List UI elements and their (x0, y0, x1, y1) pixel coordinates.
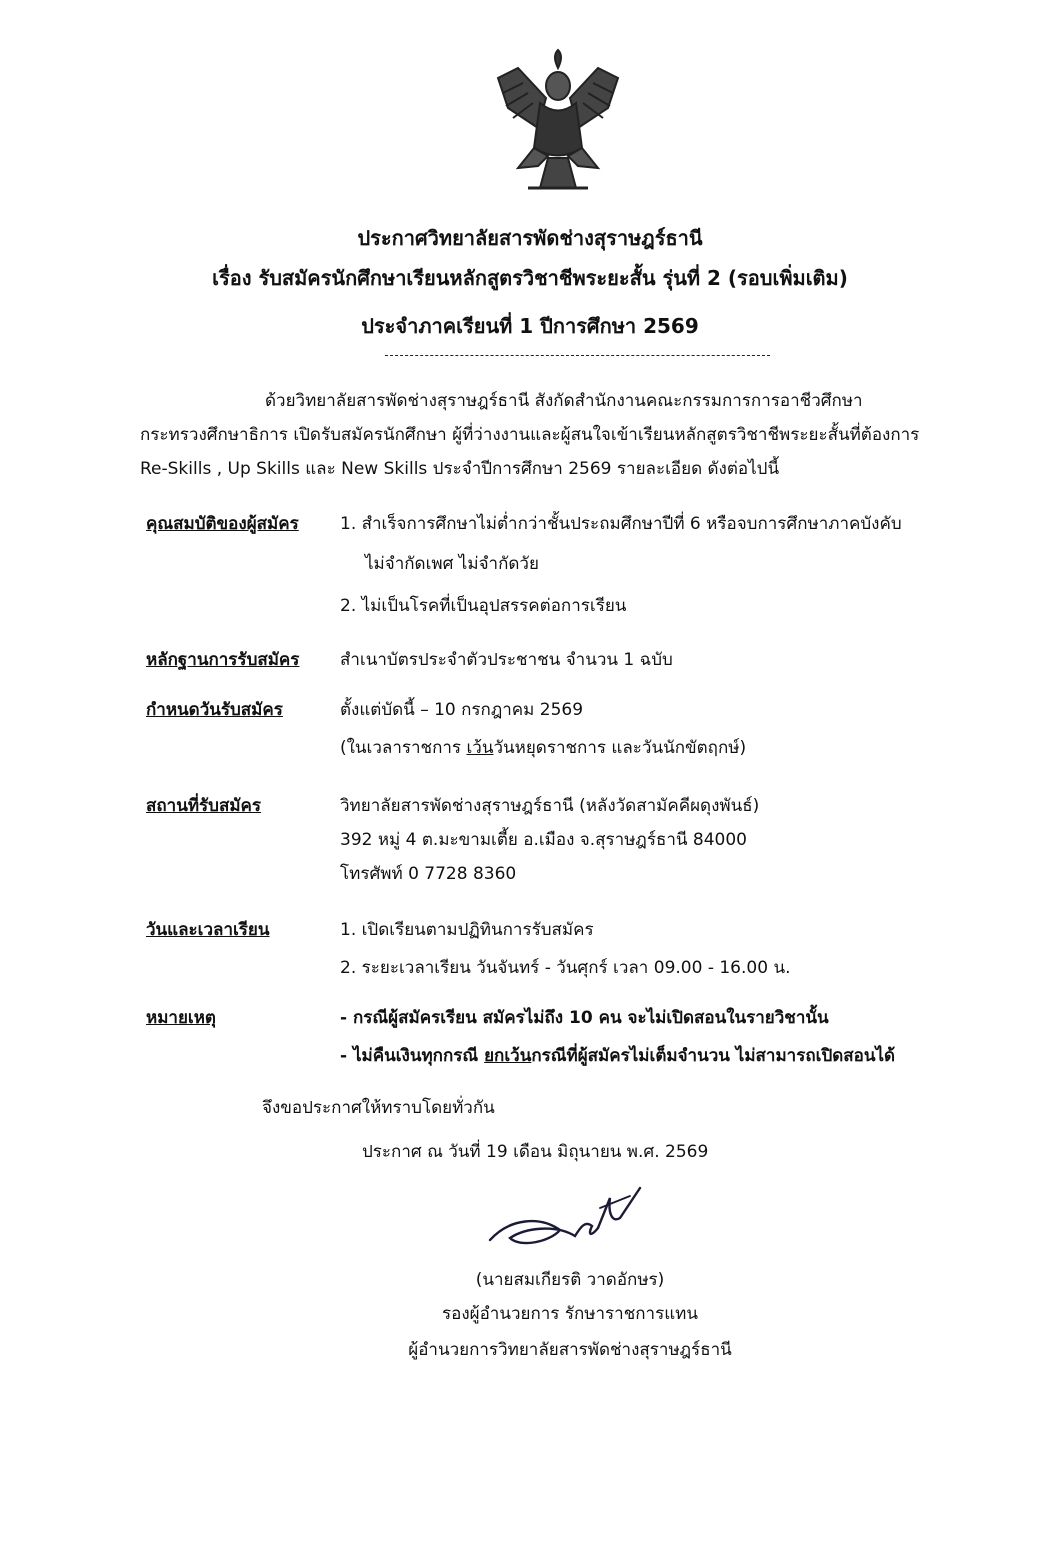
deadline-note (340, 734, 746, 761)
schedule-label: วันและเวลาเรียน (146, 920, 270, 940)
signatory-position-1: รองผู้อำนวยการ รักษาราชการแทน (441, 1304, 698, 1324)
documents-value: สำเนาบัตรประจำตัวประชาชน จำนวน 1 ฉบับ (340, 650, 673, 670)
qualification-item-1: 1. สำเร็จการศึกษาไม่ต่ำกว่าชั้นประถมศึกษาปีที่ 6 หรือจบการศึกษาภาคบังคับ (340, 514, 902, 534)
qualifications-label: คุณสมบัติของผู้สมัคร (146, 514, 299, 534)
intro-line-3: Re-Skills , Up Skills และ New Skills ประจำปีการศึกษา 2569 รายละเอียด ดังต่อไปนี้ (140, 459, 780, 479)
title-line-1: ประกาศวิทยาลัยสารพัดช่างสุราษฎร์ธานี (357, 226, 703, 250)
location-phone: โทรศัพท์ 0 7728 8360 (340, 864, 517, 884)
announcement-date: ประกาศ ณ วันที่ 19 เดือน มิถุนายน พ.ศ. 2569 (362, 1142, 709, 1162)
deadline-value: ตั้งแต่บัดนี้ – 10 กรกฎาคม 2569 (340, 700, 584, 720)
remark-item-1: - กรณีผู้สมัครเรียน สมัครไม่ถึง 10 คน จะไม่เปิดสอนในรายวิชานั้น (340, 1008, 829, 1028)
deadline-note-except: เว้น (466, 738, 494, 758)
deadline-label: กำหนดวันรับสมัคร (146, 700, 283, 720)
location-line-2: 392 หมู่ 4 ต.มะขามเตี้ย อ.เมือง จ.สุราษฎร์ธานี 84000 (340, 830, 747, 850)
remark-item-2-part-a: - ไม่คืนเงินทุกกรณี (340, 1046, 485, 1066)
deadline-note-part-a: (ในเวลาราชการ (340, 738, 467, 758)
remark-item-2-part-c: กรณีที่ผู้สมัครไม่เต็มจำนวน ไม่สามารถเปิดสอนได้ (531, 1046, 896, 1066)
remark-item-2-except: ยกเว้น (484, 1046, 532, 1066)
schedule-item-1: 1. เปิดเรียนตามปฏิทินการรับสมัคร (340, 920, 594, 940)
signature-icon (480, 1178, 660, 1258)
remarks-label: หมายเหตุ (146, 1008, 216, 1028)
garuda-emblem-icon (478, 48, 638, 198)
qualification-item-1b: ไม่จำกัดเพศ ไม่จำกัดวัย (365, 554, 539, 574)
location-label: สถานที่รับสมัคร (146, 796, 262, 816)
documents-label: หลักฐานการรับสมัคร (146, 650, 300, 670)
title-line-2: เรื่อง รับสมัครนักศึกษาเรียนหลักสูตรวิชาชีพระยะสั้น รุ่นที่ 2 (รอบเพิ่มเติม) (212, 266, 848, 290)
signatory-position-2: ผู้อำนวยการวิทยาลัยสารพัดช่างสุราษฎร์ธานี (408, 1340, 732, 1360)
signatory-name: (นายสมเกียรติ วาดอักษร) (475, 1270, 665, 1290)
schedule-item-2: 2. ระยะเวลาเรียน วันจันทร์ - วันศุกร์ เวลา 09.00 - 16.00 น. (340, 958, 791, 978)
title-divider (385, 355, 770, 356)
remark-item-2 (340, 1042, 895, 1069)
intro-line-1: ด้วยวิทยาลัยสารพัดช่างสุราษฎร์ธานี สังกัดสำนักงานคณะกรรมการการอาชีวศึกษา (265, 391, 863, 411)
title-line-3: ประจำภาคเรียนที่ 1 ปีการศึกษา 2569 (361, 314, 699, 338)
closing-text: จึงขอประกาศให้ทราบโดยทั่วกัน (262, 1098, 495, 1118)
location-line-1: วิทยาลัยสารพัดช่างสุราษฎร์ธานี (หลังวัดสามัคคีผดุงพันธ์) (340, 796, 760, 816)
intro-line-2: กระทรวงศึกษาธิการ เปิดรับสมัครนักศึกษา ผู้ที่ว่างงานและผู้สนใจเข้าเรียนหลักสูตรวิชาชีพระยะสั้นที่ต้องการ (140, 425, 920, 445)
deadline-note-part-c: วันหยุดราชการ และวันนักขัตฤกษ์) (493, 738, 747, 758)
qualification-item-2: 2. ไม่เป็นโรคที่เป็นอุปสรรคต่อการเรียน (340, 596, 627, 616)
